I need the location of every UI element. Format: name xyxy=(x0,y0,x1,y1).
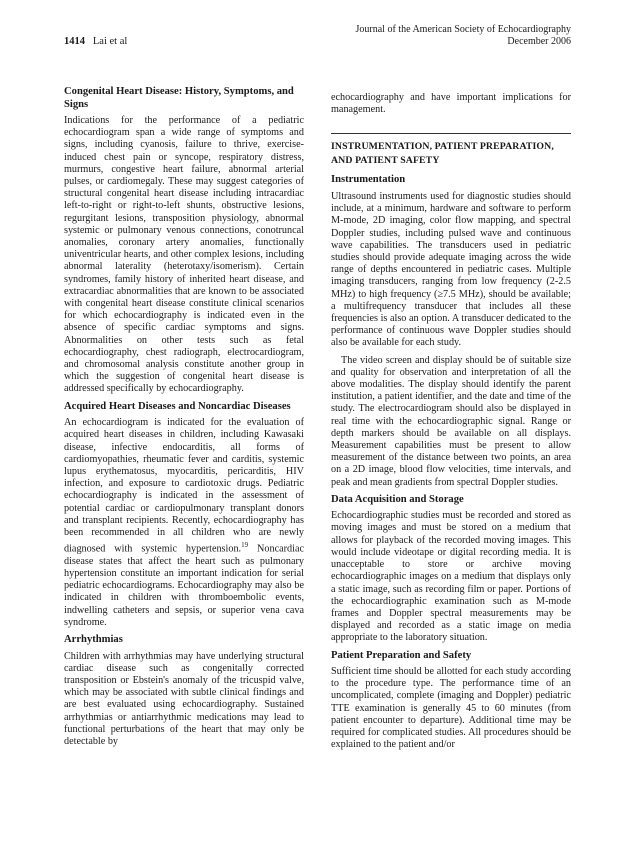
heading-data-acquisition: Data Acquisition and Storage xyxy=(331,493,464,505)
section-heading: INSTRUMENTATION, PATIENT PREPARATION, AND PATIENT SAFETY xyxy=(331,141,554,167)
page-number-and-authors xyxy=(64,36,127,47)
paragraph-patient-preparation: Sufficient time should be allotted for each study according to the procedure type. The performance time of an uncomplicated, complete (imaging and Doppler) pediatric TTE examination is generally 45 to 60 minutes (from patient encounter to departure). Additional time may be required for complicated studies. All procedures should be explained to the patient and/or xyxy=(331,666,571,751)
paragraph-data-acquisition: Echocardiographic studies must be recorded and stored as moving images and must be stored on a medium that allows for playback of the recorded moving images. This would include videotape or digital recording media. It is unacceptable to store or archive moving echocardiographic images on a medium that displays only a static image, such as recording film or paper. Portions of the echocardiographic examination such as M-mode frames and Doppler spectral measurements may be displayed and recorded as a static image on media appropriate to the laboratory situation. xyxy=(331,510,571,644)
page-number: 1414 xyxy=(64,36,85,47)
journal-info xyxy=(356,24,571,48)
page-header xyxy=(64,24,571,64)
right-column xyxy=(331,92,571,756)
running-authors: Lai et al xyxy=(92,36,128,47)
heading-congenital: Congenital Heart Disease: History, Symptoms, and Signs xyxy=(64,86,294,110)
paragraph-congenital: Indications for the performance of a pediatric echocardiogram span a wide range of symptoms and signs, including cyanosis, failure to thrive, exercise-induced chest pain or syncope, respiratory distress, murmurs, congestive heart failure, abnormal arterial pulses, or cardiomegaly. These may suggest categories of structural congenital heart disease including intracardiac left-to-right or right-to-left shunts, obstructive lesions, regurgitant lesions, transposition physiology, abnormal systemic or pulmonary venous connections, conotruncal anomalies, coronary artery anomalies, functionally univentricular hearts, and other complex lesions, including abnormal laterality (heterotaxy/isomerism). Certain syndromes, family history of inherited heart disease, and extracardiac abnormalities that are known to be associated with congenital heart disease constitute clinical scenarios for which echocardiography is indicated even in the absence of specific cardiac symptoms and signs. Abnormalities on other tests such as fetal echocardiography, chest radiograph, electrocardiogram, and chromosomal analysis constitute another group in which the suggestion of congenital heart disease is addressed specifically by echocardiography. xyxy=(64,115,304,395)
reference-superscript: 19 xyxy=(241,541,249,550)
paragraph-continuation: echocardiography and have important implications for management. xyxy=(331,92,571,116)
journal-title: Journal of the American Society of Echocardiography xyxy=(355,24,571,35)
paragraph-video-display: The video screen and display should be of suitable size and quality for observation and interpretation of all the above modalities. The display should identify the parent institution, a patient identifier, and the date and time of the study. The electrocardiogram should also be displayed in real time with the echocardiographic signal. Range or depth markers should be available on all displays. Measurement capabilities must be present to allow measurement of the distance between two points, an area on a 2D image, blood flow velocities, time intervals, and peak and mean gradients from spectral Doppler studies. xyxy=(331,354,571,488)
heading-acquired: Acquired Heart Diseases and Noncardiac Diseases xyxy=(64,400,291,412)
paragraph-acquired xyxy=(64,417,304,629)
left-column xyxy=(64,86,304,753)
paragraph-acquired-b: Noncardiac disease states that affect the heart such as pulmonary hypertension constitute an important indication for serial pediatric echocardiograms. Echocardiography may also be indicated in children with thromboembolic events, indwelling catheters and sepsis, or superior vena cava syndrome. xyxy=(64,543,304,628)
section-rule xyxy=(331,133,571,134)
heading-patient-preparation: Patient Preparation and Safety xyxy=(331,649,472,661)
journal-date: December 2006 xyxy=(507,36,571,47)
paragraph-arrhythmias: Children with arrhythmias may have underlying structural cardiac disease such as congenitally corrected transposition or Ebstein's anomaly of the tricuspid valve, which may be associated with subtle clinical findings and are best evaluated using echocardiography. Sustained arrhythmias or antiarrhythmic medications may lead to functional perturbations of the heart that may only be detectable by xyxy=(64,650,304,747)
heading-arrhythmias: Arrhythmias xyxy=(64,634,123,646)
paragraph-acquired-a: An echocardiogram is indicated for the evaluation of acquired heart diseases in children, including Kawasaki disease, infective endocarditis, all forms of cardiomyopathies, rheumatic fever and carditis, systemic lupus erythematosus, myocarditis, pericarditis, HIV infection, and exposure to cardiotoxic drugs. Pediatric echocardiography is indicated in the assessment of potential cardiac or cardiopulmonary transplant donors and transplant recipients. Recently, echocardiography has been recommended in all children who are newly diagnosed with systemic hypertension. xyxy=(64,417,304,555)
paragraph-instrumentation: Ultrasound instruments used for diagnostic studies should include, at a minimum, hardware and software to perform M-mode, 2D imaging, color flow mapping, and spectral Doppler studies, including pulsed wave and continuous wave capabilities. The transducers used in pediatric studies should provide adequate imaging across the wide range of depths encountered in pediatric cases. Multiple imaging transducers, ranging from low frequency (2-2.5 MHz) to high frequency (≥7.5 MHz), should be available; a multifrequency transducer that includes all these frequencies is also an option. A transducer dedicated to the performance of continuous wave Doppler studies should also be available for each study. xyxy=(331,190,571,349)
heading-instrumentation: Instrumentation xyxy=(331,174,406,186)
